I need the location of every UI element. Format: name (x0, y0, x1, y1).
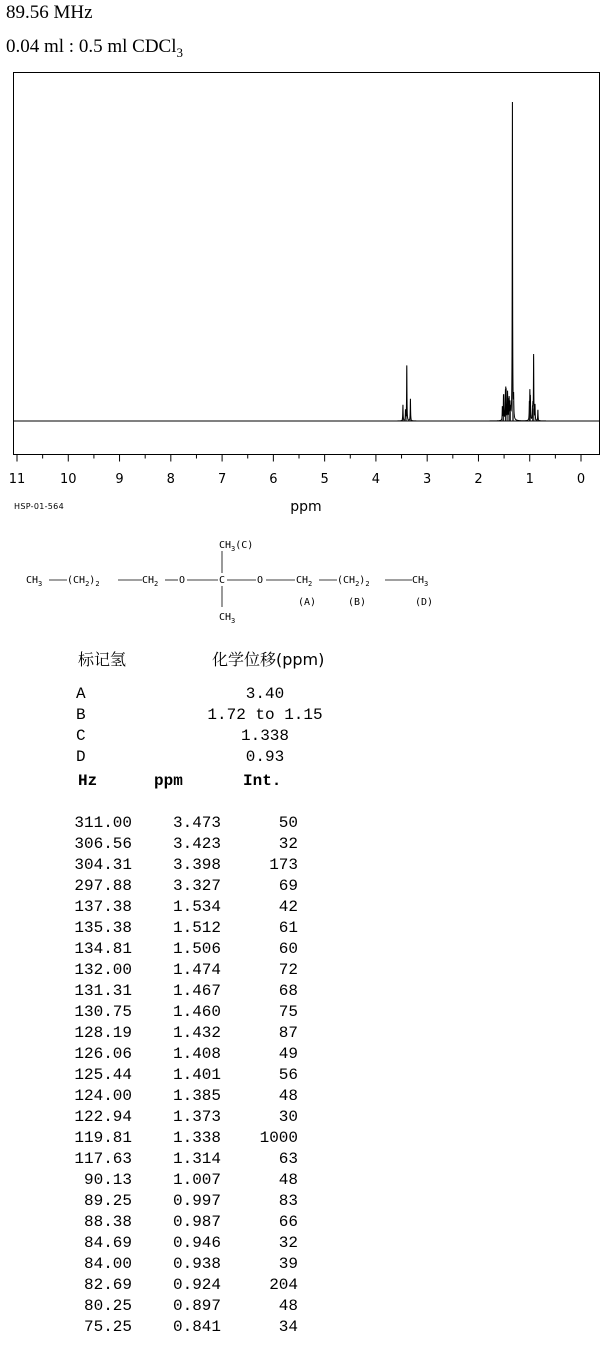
cell-ppm: 1.460 (172, 1003, 221, 1021)
solvent-subscript: 3 (176, 44, 183, 60)
cell-ppm: 0.987 (172, 1213, 221, 1231)
cell-int: 50 (278, 814, 298, 832)
struct-ch2-2-right: $(CH_2)_2$ (337, 575, 370, 588)
cell-ppm: 0.897 (172, 1297, 221, 1315)
cell-ppm: 1.338 (172, 1129, 221, 1147)
struct-ch2-left: $CH_2$ (142, 575, 159, 588)
nmr-spectrum-chart (0, 0, 609, 520)
struct-ch3-left: $CH_3$ (26, 575, 43, 588)
cell-ppm: 0.997 (172, 1192, 221, 1210)
cell-hz: 122.94 (74, 1108, 132, 1126)
cell-hz: 126.06 (74, 1045, 132, 1063)
cell-hz: 117.63 (74, 1150, 132, 1168)
x-tick-label: 11 (8, 472, 26, 487)
assignment-shift: 1.72 to 1.15 (207, 706, 323, 724)
cell-int: 87 (278, 1024, 298, 1042)
cell-ppm: 0.924 (172, 1276, 221, 1294)
x-tick-label: 9 (115, 472, 124, 487)
cell-int: 34 (278, 1318, 298, 1336)
x-tick-label: 3 (423, 472, 432, 487)
cell-int: 48 (278, 1297, 298, 1315)
x-axis-label: ppm (290, 499, 322, 515)
cell-int: 49 (278, 1045, 298, 1063)
cell-ppm: 1.506 (172, 940, 221, 958)
cell-int: 204 (269, 1276, 298, 1294)
structure-diagram (0, 530, 609, 630)
cell-int: 83 (278, 1192, 298, 1210)
x-tick-label: 10 (59, 472, 77, 487)
assignment-shift: 0.93 (245, 748, 285, 766)
cell-hz: 297.88 (74, 877, 132, 895)
cell-ppm: 1.385 (172, 1087, 221, 1105)
cell-int: 42 (278, 898, 298, 916)
spectrum-trace (14, 102, 596, 421)
x-tick-label: 1 (525, 472, 534, 487)
struct-label-d: (D) (415, 597, 434, 608)
cell-ppm: 1.474 (172, 961, 221, 979)
cell-ppm: 0.841 (172, 1318, 221, 1336)
assignment-shift: 3.40 (245, 685, 285, 703)
cell-int: 69 (278, 877, 298, 895)
x-tick-label: 5 (320, 472, 329, 487)
assignment-header-shift: 化学位移(ppm) (212, 650, 325, 669)
cell-hz: 88.38 (83, 1213, 132, 1231)
struct-ch3-top: $CH_3(C)$ (219, 540, 254, 553)
cell-hz: 84.00 (83, 1255, 132, 1273)
cell-hz: 124.00 (74, 1087, 132, 1105)
cell-hz: 75.25 (83, 1318, 132, 1336)
cell-ppm: 0.946 (172, 1234, 221, 1252)
spectrum-code: HSP-01-564 (14, 502, 64, 511)
x-axis-tick-labels (9, 472, 585, 487)
cell-ppm: 1.432 (172, 1024, 221, 1042)
assignment-label: D (76, 748, 86, 766)
cell-int: 72 (278, 961, 298, 979)
cell-int: 48 (278, 1087, 298, 1105)
x-axis-ticks (17, 455, 581, 462)
cell-hz: 306.56 (74, 835, 132, 853)
x-tick-label: 6 (269, 472, 278, 487)
cell-int: 56 (278, 1066, 298, 1084)
x-tick-label: 2 (474, 472, 483, 487)
struct-ch2-right: $CH_2$ (296, 575, 313, 588)
cell-hz: 125.44 (74, 1066, 132, 1084)
cell-hz: 82.69 (83, 1276, 132, 1294)
cell-int: 32 (278, 1234, 298, 1252)
cell-int: 30 (278, 1108, 298, 1126)
cell-hz: 137.38 (74, 898, 132, 916)
cell-int: 32 (278, 835, 298, 853)
x-tick-label: 8 (166, 472, 175, 487)
struct-label-a: (A) (298, 597, 317, 608)
cell-int: 60 (278, 940, 298, 958)
cell-hz: 89.25 (83, 1192, 132, 1210)
struct-o-right: O (257, 575, 264, 586)
cell-int: 1000 (259, 1129, 298, 1147)
cell-ppm: 1.534 (172, 898, 221, 916)
cell-ppm: 3.473 (172, 814, 221, 832)
cell-int: 61 (278, 919, 298, 937)
peak-marks (403, 102, 538, 421)
cell-int: 173 (269, 856, 298, 874)
header-ppm: ppm (154, 772, 183, 790)
header-int: Int. (243, 772, 282, 790)
cell-ppm: 1.373 (172, 1108, 221, 1126)
cell-ppm: 3.327 (172, 877, 221, 895)
peak-table-header (0, 772, 609, 794)
cell-hz: 128.19 (74, 1024, 132, 1042)
struct-o-left: O (179, 575, 186, 586)
assignment-table (0, 640, 609, 770)
cell-hz: 132.00 (74, 961, 132, 979)
cell-ppm: 1.408 (172, 1045, 221, 1063)
header-hz: Hz (78, 772, 98, 790)
x-tick-label: 7 (217, 472, 227, 487)
struct-c-center: C (219, 575, 226, 586)
cell-hz: 135.38 (74, 919, 132, 937)
cell-hz: 304.31 (74, 856, 132, 874)
assignment-label: B (76, 706, 86, 724)
cell-ppm: 0.938 (172, 1255, 221, 1273)
x-tick-label: 0 (576, 472, 586, 487)
spectrometer-frequency: 89.56 MHz (6, 2, 93, 23)
cell-int: 66 (278, 1213, 298, 1231)
cell-hz: 119.81 (74, 1129, 132, 1147)
cell-hz: 80.25 (83, 1297, 132, 1315)
x-tick-label: 4 (371, 472, 381, 487)
cell-ppm: 3.423 (172, 835, 221, 853)
solvent-text: 0.04 ml : 0.5 ml CDCl (6, 36, 177, 57)
struct-label-b: (B) (348, 597, 367, 608)
assignment-label: C (76, 727, 86, 745)
cell-hz: 84.69 (83, 1234, 132, 1252)
cell-hz: 131.31 (74, 982, 132, 1000)
cell-ppm: 1.401 (172, 1066, 221, 1084)
assignment-label: A (76, 685, 86, 703)
cell-hz: 311.00 (74, 814, 132, 832)
cell-hz: 90.13 (83, 1171, 132, 1189)
assignment-header-label: 标记氢 (78, 650, 127, 669)
cell-int: 68 (278, 982, 298, 1000)
cell-hz: 130.75 (74, 1003, 132, 1021)
struct-ch2-2-left: $(CH_2)_2$ (67, 575, 100, 588)
cell-hz: 134.81 (74, 940, 132, 958)
struct-ch3-right: $CH_3$ (412, 575, 429, 588)
cell-int: 63 (278, 1150, 298, 1168)
cell-int: 48 (278, 1171, 298, 1189)
cell-ppm: 3.398 (172, 856, 221, 874)
assignment-shift: 1.338 (240, 727, 289, 745)
cell-ppm: 1.512 (172, 919, 221, 937)
cell-ppm: 1.467 (172, 982, 221, 1000)
cell-ppm: 1.314 (172, 1150, 221, 1168)
struct-ch3-bottom: $CH_3$ (219, 612, 236, 625)
cell-int: 39 (278, 1255, 298, 1273)
cell-int: 75 (278, 1003, 298, 1021)
cell-ppm: 1.007 (172, 1171, 221, 1189)
